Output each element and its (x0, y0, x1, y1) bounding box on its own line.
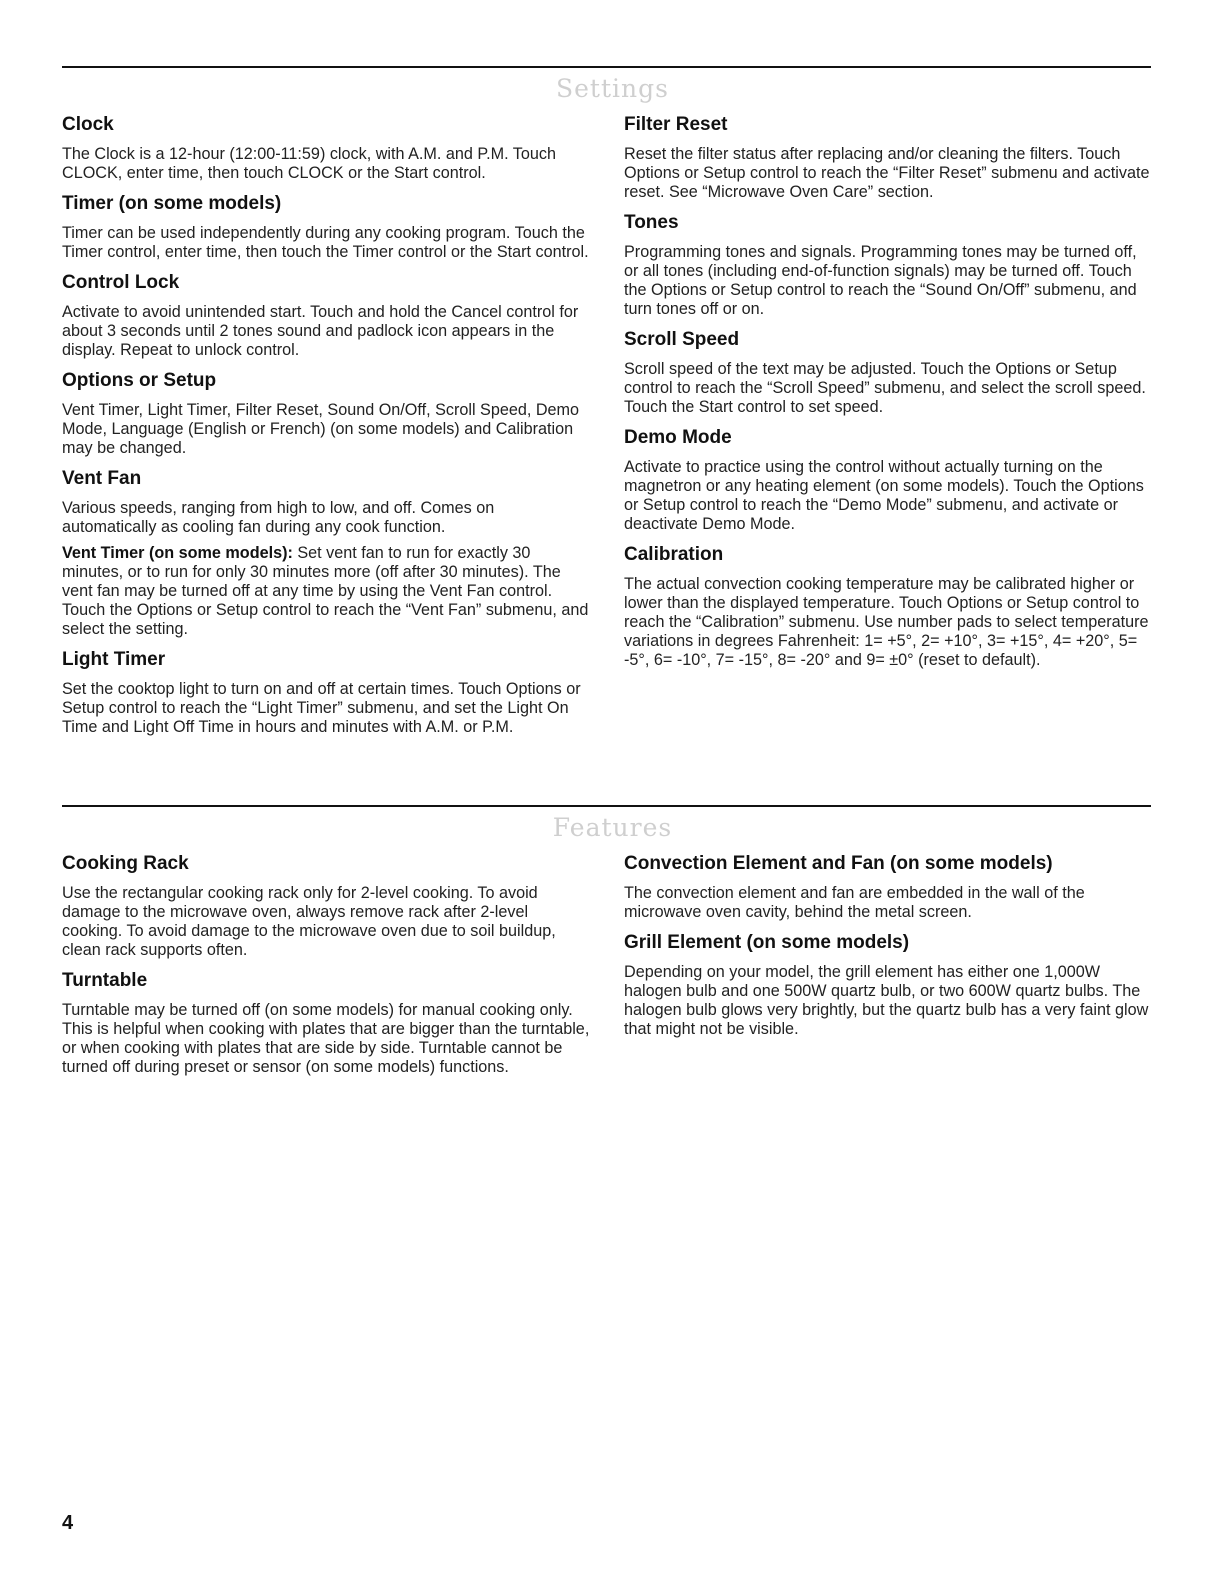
clock-heading: Clock (62, 114, 114, 135)
settings-right-column (624, 114, 1154, 680)
cooking-rack-text: Use the rectangular cooking rack only for 2-level cooking. To avoid damage to the microwave oven, always remove rack after 2-level cooking. To avoid damage to the microwave oven due to soil buildup, clean rack supports often. (62, 884, 556, 959)
cooking-rack-heading: Cooking Rack (62, 853, 189, 874)
features-right-column (624, 853, 1154, 1049)
turntable-block (62, 970, 592, 1077)
light-timer-text: Set the cooktop light to turn on and off at certain times. Touch Options or Setup control to reach the “Light Timer” submenu, and set the Light On Time and Light Off Time in hours and minutes with A.M. or P.M. (62, 680, 581, 736)
vent-fan-block (62, 468, 592, 639)
turntable-heading: Turntable (62, 970, 148, 991)
vent-timer-text: Set vent fan to run for exactly 30 minutes, or to run for only 30 minutes more (off after 30 minutes). The vent fan may be turned off at any time by using the Vent Fan control. Touch the Options or Setup control to reach the “Vent Fan” submenu, and select the setting. (62, 544, 589, 638)
control-lock-heading: Control Lock (62, 272, 180, 293)
settings-left-column (62, 114, 592, 747)
cooking-rack-block (62, 853, 592, 960)
calibration-block (624, 544, 1154, 670)
control-lock-block (62, 272, 592, 360)
grill-element-block (624, 932, 1154, 1039)
turntable-text: Turntable may be turned off (on some models) for manual cooking only. This is helpful when cooking with plates that are bigger than the turntable, or when cooking with plates that are side by side. Turntable cannot be turned off during preset or sensor (on some models) functions. (62, 1001, 590, 1076)
options-setup-heading: Options or Setup (62, 370, 217, 391)
demo-mode-heading: Demo Mode (624, 427, 732, 448)
convection-element-block (624, 853, 1154, 922)
control-lock-text: Activate to avoid unintended start. Touch and hold the Cancel control for about 3 seconds until 2 tones sound and padlock icon appears in the display. Repeat to unlock control. (62, 303, 579, 359)
vent-fan-heading: Vent Fan (62, 468, 142, 489)
vent-timer-label: Vent Timer (on some models): (62, 544, 293, 562)
options-setup-block (62, 370, 592, 458)
filter-reset-heading: Filter Reset (624, 114, 728, 135)
tones-heading: Tones (624, 212, 679, 233)
convection-element-heading: Convection Element and Fan (on some models) (624, 853, 1053, 874)
tones-block (624, 212, 1154, 319)
clock-block (62, 114, 592, 183)
calibration-text: The actual convection cooking temperature may be calibrated higher or lower than the displayed temperature. Touch Options or Setup control to reach the “Calibration” submenu. Use number pads to select temperature variations in degrees Fahrenheit: 1= +5°, 2= +10°, 3= +15°, 4= +20°, 5= -5°, 6= -10°, 7= -15°, 8= -20° and 9= ±0° (reset to default). (624, 575, 1149, 669)
settings-section-title: Settings (556, 74, 669, 103)
scroll-speed-block (624, 329, 1154, 417)
timer-block (62, 193, 592, 262)
features-left-column (62, 853, 592, 1087)
options-setup-text: Vent Timer, Light Timer, Filter Reset, Sound On/Off, Scroll Speed, Demo Mode, Language (English or French) (on some models) and Calibration may be changed. (62, 401, 580, 457)
vent-timer-paragraph (62, 544, 592, 639)
calibration-heading: Calibration (624, 544, 724, 565)
scroll-speed-text: Scroll speed of the text may be adjusted. Touch the Options or Setup control to reach the “Scroll Speed” submenu, and select the scroll speed. Touch the Start control to set speed. (624, 360, 1146, 416)
settings-top-rule (62, 66, 1151, 68)
features-top-rule (62, 805, 1151, 807)
light-timer-heading: Light Timer (62, 649, 166, 670)
light-timer-block (62, 649, 592, 737)
grill-element-heading: Grill Element (on some models) (624, 932, 910, 953)
vent-fan-text: Various speeds, ranging from high to low, and off. Comes on automatically as cooling fan during any cook function. (62, 499, 495, 536)
demo-mode-text: Activate to practice using the control without actually turning on the magnetron or any heating element (on some models). Touch the Options or Setup control to reach the “Demo Mode” submenu, and activate or deactivate Demo Mode. (624, 458, 1144, 533)
tones-text: Programming tones and signals. Programming tones may be turned off, or all tones (including end-of-function signals) may be turned off. Touch the Options or Setup control to reach the “Sound On/Off” submenu, and turn tones off or on. (624, 243, 1137, 318)
convection-element-text: The convection element and fan are embedded in the wall of the microwave oven cavity, behind the metal screen. (624, 884, 1085, 921)
grill-element-text: Depending on your model, the grill element has either one 1,000W halogen bulb and one 500W quartz bulb, or two 600W quartz bulbs. The halogen bulb glows very brightly, but the quartz bulb has a very faint glow that might not be visible. (624, 963, 1149, 1038)
filter-reset-block (624, 114, 1154, 202)
page-number: 4 (62, 1512, 74, 1534)
demo-mode-block (624, 427, 1154, 534)
timer-text: Timer can be used independently during any cooking program. Touch the Timer control, enter time, then touch the Timer control or the Start control. (62, 224, 589, 261)
scroll-speed-heading: Scroll Speed (624, 329, 740, 350)
features-section-title: Features (552, 813, 673, 842)
timer-heading: Timer (on some models) (62, 193, 282, 214)
clock-text: The Clock is a 12-hour (12:00-11:59) clock, with A.M. and P.M. Touch CLOCK, enter time, then touch CLOCK or the Start control. (62, 145, 556, 182)
filter-reset-text: Reset the filter status after replacing and/or cleaning the filters. Touch Options or Setup control to reach the “Filter Reset” submenu and activate reset. See “Microwave Oven Care” section. (624, 145, 1150, 201)
